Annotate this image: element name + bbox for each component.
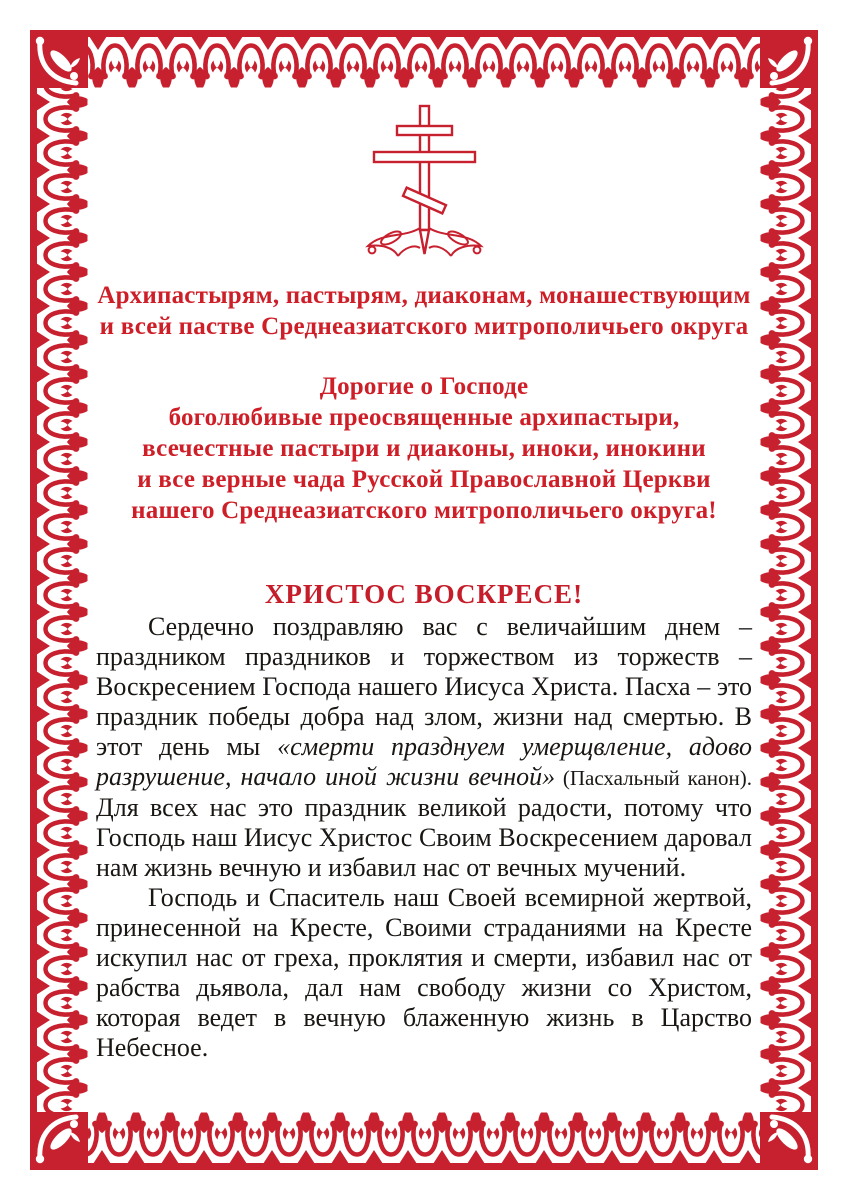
address-line: и всей пастве Среднеазиатского митрополичьего округа xyxy=(99,313,749,340)
paragraph-text: Для всех нас это праздник великой радости, потому что Господь наш Иисус Христос Своим Воскресением даровал нам жизнь вечную и избавил нас от вечных мучений. xyxy=(96,793,752,882)
greeting-line: и все верные чада Русской Православной Церкви xyxy=(137,466,711,493)
paschal-proclamation: ХРИСТОС ВОСКРЕСЕ! xyxy=(264,579,584,609)
letter-content xyxy=(96,88,752,1063)
orthodox-cross-icon xyxy=(96,102,752,258)
body-paragraph-2: Господь и Спаситель наш Своей всемирной жертвой, принесенной на Кресте, Своими страданиями на Кресте искупил нас от греха, проклятия и смерти, избавил нас от рабства дьявола, дал нам свободу жизни со Христом, которая ведет в вечную блаженную жизнь в Царство Небесное. xyxy=(96,883,752,1062)
greeting-heading xyxy=(96,371,752,526)
address-heading xyxy=(96,280,752,342)
body-paragraph-1 xyxy=(96,612,752,883)
greeting-line: Дорогие о Господе xyxy=(319,373,529,400)
address-line: Архипастырям, пастырям, диаконам, монашествующим xyxy=(97,282,751,309)
greeting-line: боголюбивые преосвященные архипастыри, xyxy=(168,404,680,431)
greeting-line: всечестные пастыри и диаконы, иноки, инокини xyxy=(142,435,706,462)
canon-quote: «смерти празднуем умерщвление, адово разрушение, начало иной жизни вечной» xyxy=(96,732,752,791)
paragraph-text: Сердечно поздравляю вас с величайшим днем – праздником праздников и торжеством из торжеств – Воскресением Господа нашего Иисуса Христа. Пасха – это праздник победы добра над злом, жизни над смертью. В этот день мы xyxy=(96,612,752,761)
greeting-line: нашего Среднеазиатского митрополичьего округа! xyxy=(131,497,717,524)
quote-source: (Пасхальный канон). xyxy=(555,766,752,790)
